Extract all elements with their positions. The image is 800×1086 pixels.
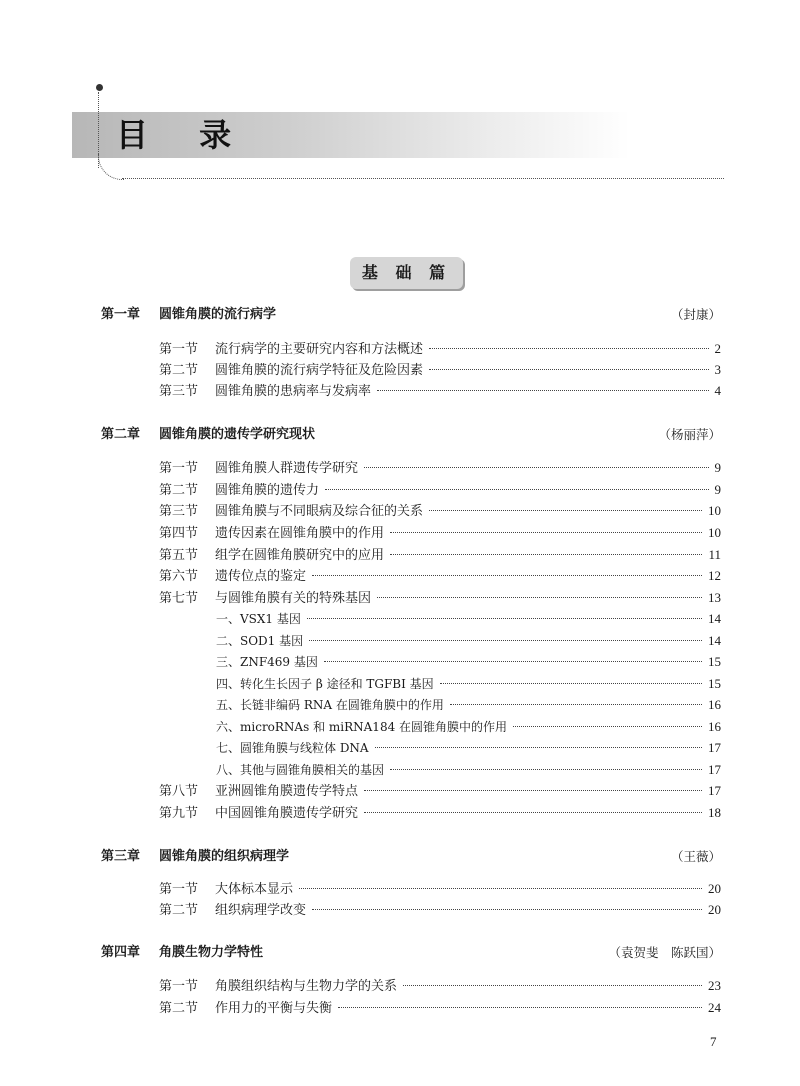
toc-entry[interactable] (159, 338, 721, 359)
dot-leader (312, 909, 702, 910)
chapter-title: 圆锥角膜的流行病学 (159, 307, 277, 322)
chapter-number: 第四章 (101, 945, 141, 960)
section-number: 第二节 (159, 363, 199, 378)
page-number: 11 (708, 547, 721, 562)
toc-entry[interactable] (159, 997, 721, 1018)
chapter-heading[interactable] (101, 942, 721, 964)
page-number: 10 (708, 525, 721, 540)
chapter-author: （袁贺斐 陈跃国） (608, 945, 721, 960)
dot-leader (364, 790, 702, 791)
toc-entry[interactable] (159, 359, 721, 380)
toc-entry[interactable] (159, 544, 721, 565)
subsection-title: 五、长链非编码 RNA 在圆锥角膜中的作用 (216, 698, 444, 712)
toc-subentry[interactable] (216, 716, 721, 737)
dot-leader (450, 704, 702, 705)
subsection-title: 三、ZNF469 基因 (216, 655, 318, 669)
chapter-author: （封康） (670, 307, 721, 322)
chapter-title: 圆锥角膜的组织病理学 (159, 849, 290, 864)
section-number: 第三节 (159, 504, 199, 519)
section-title: 与圆锥角膜有关的特殊基因 (215, 591, 372, 606)
page-number: 3 (714, 362, 721, 377)
chapter-title: 圆锥角膜的遗传学研究现状 (159, 427, 316, 442)
part-badge: 基 础 篇 (350, 257, 463, 289)
dotted-horizontal-line (122, 178, 724, 179)
chapter-author: （王薇） (670, 849, 721, 864)
section-title: 圆锥角膜人群遗传学研究 (215, 461, 359, 476)
section-number: 第九节 (159, 806, 199, 821)
toc-entry[interactable] (159, 380, 721, 401)
dot-leader (325, 489, 708, 490)
page-number: 17 (708, 762, 721, 777)
toc-entry[interactable] (159, 899, 721, 920)
dot-leader (390, 532, 702, 533)
chapter-number: 第一章 (101, 307, 141, 322)
subsection-title: 四、转化生长因子 β 途径和 TGFBI 基因 (216, 677, 434, 691)
page-number: 2 (714, 341, 721, 356)
dot-leader (312, 575, 702, 576)
toc-subentry[interactable] (216, 759, 721, 780)
section-title: 圆锥角膜的遗传力 (215, 483, 320, 498)
chapter-author: （杨丽萍） (658, 427, 721, 442)
section-title: 遗传因素在圆锥角膜中的作用 (215, 526, 385, 541)
dot-leader (429, 348, 708, 349)
page-number: 17 (708, 783, 721, 798)
section-title: 角膜组织结构与生物力学的关系 (215, 979, 398, 994)
section-title: 组学在圆锥角膜研究中的应用 (215, 548, 385, 563)
toc-entry[interactable] (159, 878, 721, 899)
section-number: 第一节 (159, 979, 199, 994)
page-number: 24 (708, 1000, 721, 1015)
section-title: 组织病理学改变 (215, 903, 307, 918)
chapter-number: 第二章 (101, 427, 141, 442)
page-folio: 7 (710, 1034, 717, 1049)
section-title: 圆锥角膜与不同眼病及综合征的关系 (215, 504, 424, 519)
toc-entry[interactable] (159, 802, 721, 823)
page-number: 17 (708, 740, 721, 755)
dot-leader (377, 390, 708, 391)
dot-leader (390, 769, 702, 770)
page-number: 13 (708, 590, 721, 605)
page-number: 16 (708, 697, 721, 712)
toc-subentry[interactable] (216, 651, 721, 672)
dot-leader (364, 812, 702, 813)
dot-leader (375, 747, 702, 748)
page-title: 目 录 (116, 116, 252, 154)
section-title: 亚洲圆锥角膜遗传学特点 (215, 784, 359, 799)
chapter-heading[interactable] (101, 424, 721, 446)
dot-leader (338, 1007, 702, 1008)
toc-entry[interactable] (159, 780, 721, 801)
dot-leader (429, 369, 708, 370)
section-number: 第二节 (159, 903, 199, 918)
chapter-heading[interactable] (101, 846, 721, 868)
page-number: 15 (708, 676, 721, 691)
subsection-title: 七、圆锥角膜与线粒体 DNA (216, 741, 369, 755)
section-title: 中国圆锥角膜遗传学研究 (215, 806, 359, 821)
dot-leader (440, 683, 702, 684)
page-number: 12 (708, 568, 721, 583)
toc-subentry[interactable] (216, 608, 721, 629)
dot-leader (307, 618, 702, 619)
page-number: 15 (708, 654, 721, 669)
dot-leader (364, 467, 708, 468)
dot-leader (324, 661, 702, 662)
page-number: 23 (708, 978, 721, 993)
dot-leader (377, 597, 702, 598)
page-number: 20 (708, 881, 721, 896)
section-number: 第一节 (159, 342, 199, 357)
toc-subentry[interactable] (216, 630, 721, 651)
bullet-dot-icon (96, 84, 103, 91)
toc-entry[interactable] (159, 457, 721, 478)
toc-entry[interactable] (159, 975, 721, 996)
section-title: 大体标本显示 (215, 882, 294, 897)
dot-leader (513, 726, 702, 727)
subsection-title: 一、VSX1 基因 (216, 612, 301, 626)
toc-entry[interactable] (159, 522, 721, 543)
page-number: 9 (714, 482, 721, 497)
toc-subentry[interactable] (216, 694, 721, 715)
dot-leader (429, 510, 702, 511)
section-title: 遗传位点的鉴定 (215, 569, 307, 584)
dot-leader (403, 985, 702, 986)
chapter-number: 第三章 (101, 849, 141, 864)
section-number: 第三节 (159, 384, 199, 399)
section-number: 第八节 (159, 784, 199, 799)
dot-leader (299, 888, 702, 889)
section-number: 第六节 (159, 569, 199, 584)
section-number: 第二节 (159, 1001, 199, 1016)
page-number: 18 (708, 805, 721, 820)
page-number: 10 (708, 503, 721, 518)
page-number: 14 (708, 611, 721, 626)
page-number: 16 (708, 719, 721, 734)
dotted-corner-curve (98, 154, 124, 180)
page-number: 4 (714, 383, 721, 398)
subsection-title: 八、其他与圆锥角膜相关的基因 (216, 763, 385, 777)
toc-entry[interactable] (159, 587, 721, 608)
chapter-heading[interactable] (101, 304, 721, 326)
toc-entry[interactable] (159, 500, 721, 521)
subsection-title: 二、SOD1 基因 (216, 634, 304, 648)
section-number: 第一节 (159, 882, 199, 897)
page-number: 14 (708, 633, 721, 648)
section-number: 第二节 (159, 483, 199, 498)
page-number: 20 (708, 902, 721, 917)
section-title: 圆锥角膜的患病率与发病率 (215, 384, 372, 399)
section-number: 第一节 (159, 461, 199, 476)
page-number: 9 (714, 460, 721, 475)
toc-subentry[interactable] (216, 737, 721, 758)
dot-leader (390, 554, 702, 555)
section-number: 第七节 (159, 591, 199, 606)
section-title: 流行病学的主要研究内容和方法概述 (215, 342, 424, 357)
section-title: 圆锥角膜的流行病学特征及危险因素 (215, 363, 424, 378)
toc-entry[interactable] (159, 479, 721, 500)
toc-subentry[interactable] (216, 673, 721, 694)
chapter-title: 角膜生物力学特性 (159, 945, 264, 960)
toc-entry[interactable] (159, 565, 721, 586)
dot-leader (309, 640, 702, 641)
section-number: 第五节 (159, 548, 199, 563)
subsection-title: 六、microRNAs 和 miRNA184 在圆锥角膜中的作用 (216, 720, 508, 734)
section-title: 作用力的平衡与失衡 (215, 1001, 333, 1016)
section-number: 第四节 (159, 526, 199, 541)
